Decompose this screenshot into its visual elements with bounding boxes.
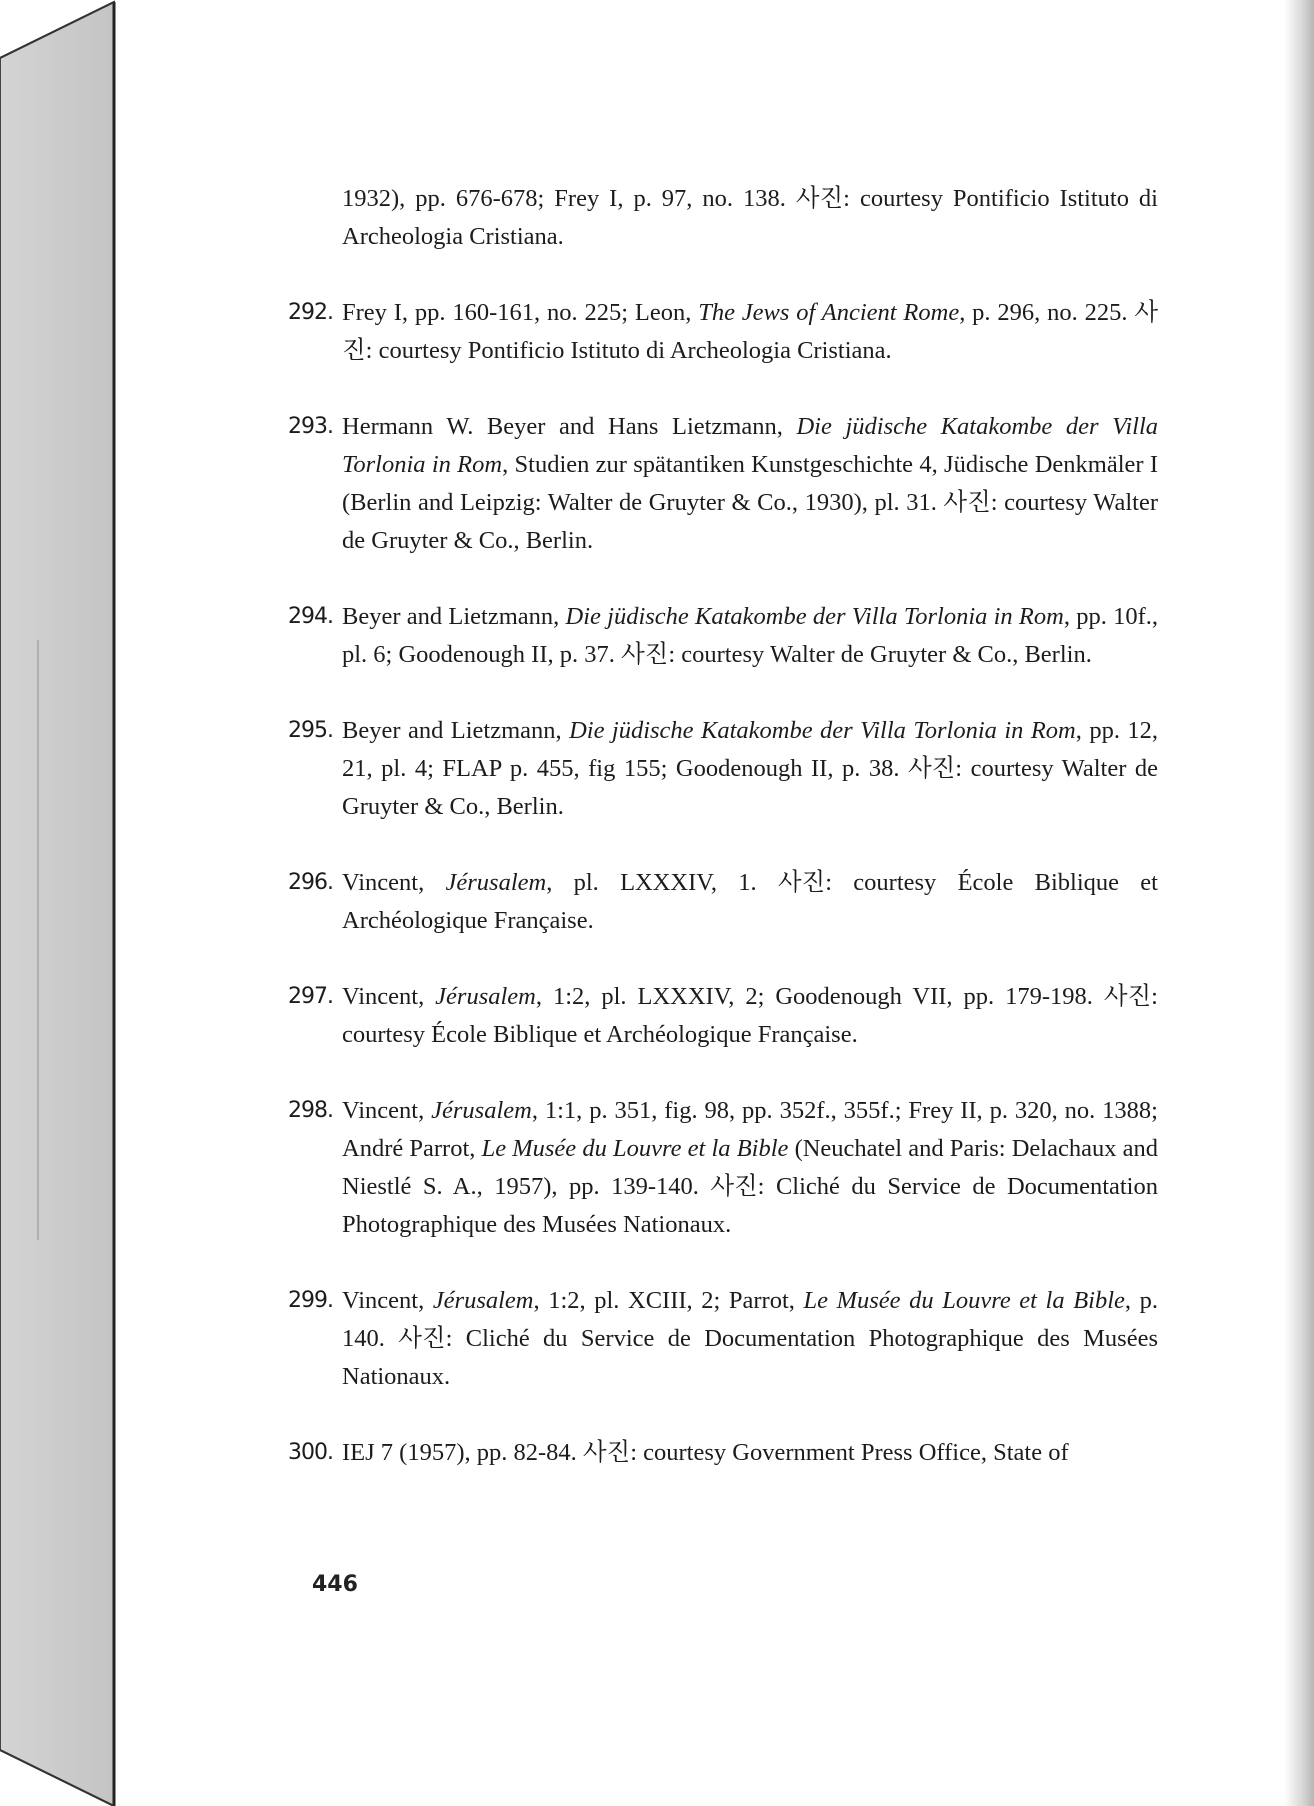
citation-text: Frey I, pp. 160-161, no. 225; Leon, [342, 299, 699, 326]
page-right-edge [1284, 0, 1314, 1806]
work-title: Jérusalem [431, 1097, 532, 1124]
citation-text: , 1:2, pl. XCIII, 2; Parrot, [533, 1287, 804, 1314]
page-body [280, 180, 1158, 1510]
work-title: Jérusalem [432, 1287, 534, 1314]
footnote-entry [280, 864, 1158, 940]
work-title: Die jüdische Katakombe der Villa Torlonia in Rom [569, 717, 1076, 744]
footnote-number: 296. [288, 870, 333, 895]
citation-text: , pp. 12, 21, pl. 4; FLAP p. 455, fig 155; Goodenough II, p. 38. 사진: courtesy Walter de Gruyter & Co., Berlin. [342, 717, 1159, 820]
citation-text: , Studien zur spätantiken Kunstgeschichte 4, Jüdische Denkmäler I (Berlin and Leipzig: Walter de Gruyter & Co., 1930), pl. 31. 사진: courtesy Walter de Gruyter & Co., Berlin. [342, 451, 1158, 554]
citation-text: Hermann W. Beyer and Hans Lietzmann, [342, 413, 797, 440]
continuation-entry: 1932), pp. 676-678; Frey I, p. 97, no. 138. 사진: courtesy Pontificio Istituto di Archeologia Cristiana. [342, 185, 1158, 250]
citation-text: (Neuchatel and Paris: Delachaux and Niestlé S. A., 1957), pp. 139-140. 사진: Cliché du Service de Documentation Photographique des Musées Nationaux. [342, 1135, 1158, 1238]
footnote-entry [280, 978, 1158, 1054]
citation-text: Vincent, [342, 1097, 432, 1124]
footnote-entry [280, 1434, 1158, 1472]
footnote-entry [280, 294, 1158, 370]
footnote-number: 298. [288, 1098, 333, 1123]
citation-text: , pp. 10f., pl. 6; Goodenough II, p. 37. 사진: courtesy Walter de Gruyter & Co., Berlin. [342, 603, 1158, 668]
citation-text: Vincent, [342, 983, 436, 1010]
footnote-number: 294. [288, 604, 333, 629]
book-side-panel [0, 0, 116, 1806]
work-title: Jérusalem [445, 869, 547, 896]
citation-text: Vincent, [342, 869, 446, 896]
footnote-entry [280, 1282, 1158, 1396]
footnote-number: 293. [288, 414, 333, 439]
footnote-number: 300. [288, 1440, 333, 1465]
citation-text: , p. 140. 사진: Cliché du Service de Documentation Photographique des Musées Nationaux. [342, 1287, 1158, 1390]
footnote-entry [280, 598, 1158, 674]
citation-text: , 1:1, p. 351, fig. 98, pp. 352f., 355f.; Frey II, p. 320, no. 1388; André Parrot, [342, 1097, 1158, 1162]
citation-text: Beyer and Lietzmann, [342, 717, 570, 744]
footnote-list [280, 294, 1158, 1472]
work-title: Die jüdische Katakombe der Villa Torlonia in Rom [565, 603, 1064, 630]
citation-text: , p. 296, no. 225. 사진: courtesy Pontificio Istituto di Archeologia Cristiana. [342, 299, 1158, 364]
footnote-number: 295. [288, 718, 333, 743]
work-title: Le Musée du Louvre et la Bible [481, 1135, 789, 1162]
citation-text: , pl. LXXXIV, 1. 사진: courtesy École Biblique et Archéologique Française. [342, 869, 1158, 934]
footnote-entry [280, 712, 1158, 826]
work-title: Die jüdische Katakombe der Villa Torlonia in Rom [342, 413, 1159, 478]
work-title: Le Musée du Louvre et la Bible [803, 1287, 1125, 1314]
citation-text: , 1:2, pl. LXXXIV, 2; Goodenough VII, pp. 179-198. 사진: courtesy École Biblique et Archéologique Française. [342, 983, 1158, 1048]
work-title: Jérusalem [435, 983, 536, 1010]
footnote-number: 299. [288, 1288, 333, 1313]
work-title: The Jews of Ancient Rome [698, 299, 960, 326]
citation-text: Vincent, [342, 1287, 433, 1314]
citation-text: IEJ 7 (1957), pp. 82-84. 사진: courtesy Government Press Office, State of [342, 1439, 1069, 1466]
footnote-number: 292. [288, 300, 333, 325]
page-number: 446 [312, 1572, 358, 1597]
footnote-entry [280, 1092, 1158, 1244]
citation-text: Beyer and Lietzmann, [342, 603, 566, 630]
footnote-number: 297. [288, 984, 333, 1009]
footnote-entry [280, 408, 1158, 560]
